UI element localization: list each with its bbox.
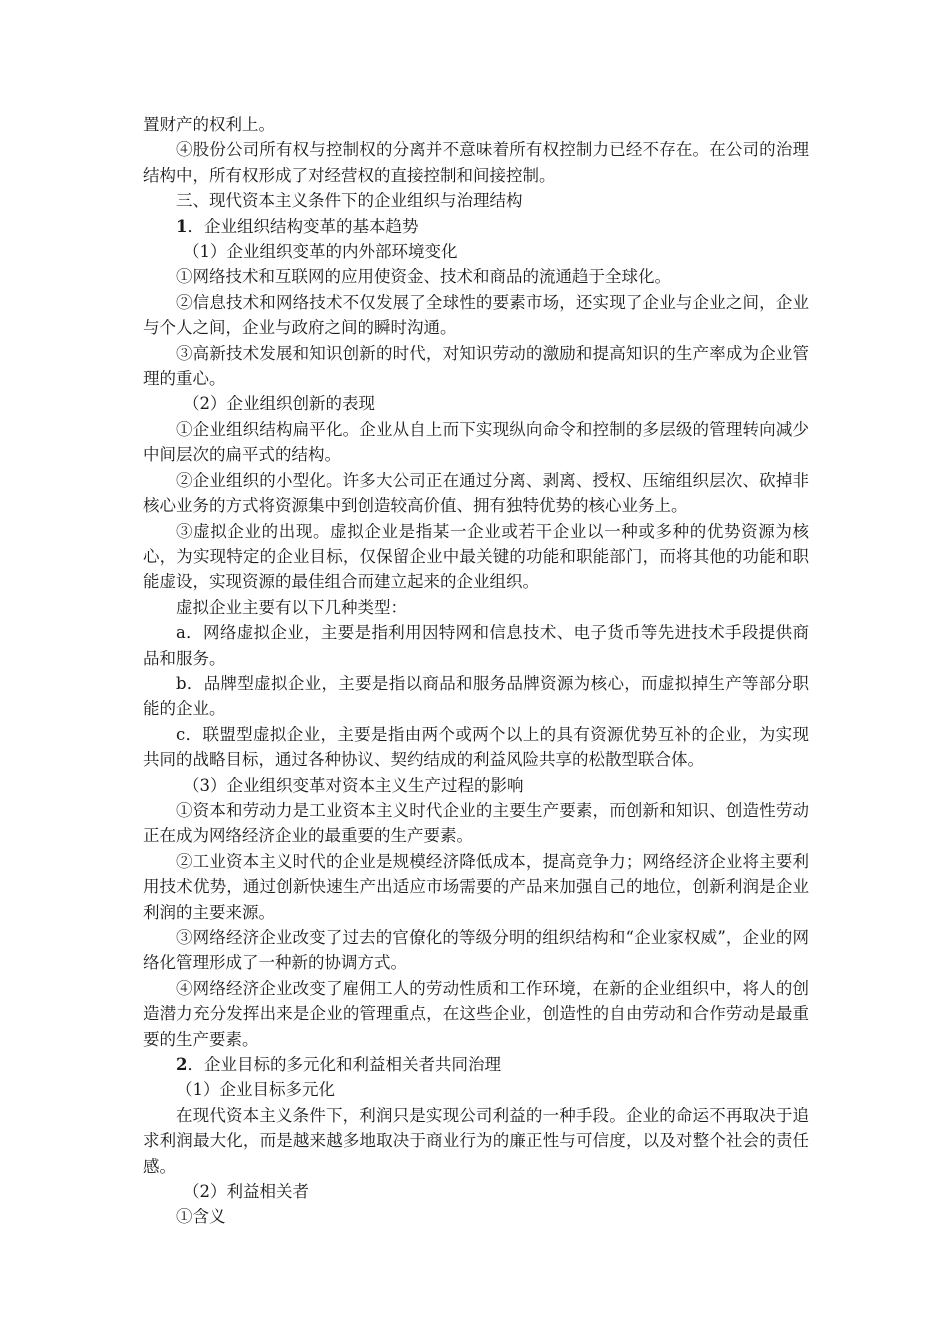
paragraph: ①含义 [176,1207,226,1227]
paragraph: ②工业资本主义时代的企业是规模经济降低成本，提高竞争力；网络经济企业将主要利用技术优势，通过创新快速生产出适应市场需要的产品来加强自己的地位，创新利润是企业利润的主要来源。 [143,851,809,922]
sub-heading: （1）企业组织变革的内外部环境变化 [183,242,458,262]
paragraph: ③虚拟企业的出现。虚拟企业是指某一企业或若干企业以一种或多种的优势资源为核心，为实现特定的企业目标，仅保留企业中最关键的功能和职能部门，而将其他的功能和职能虚设，实现资源的最佳组合而建立起来的企业组织。 [143,521,809,592]
paragraph: ①资本和劳动力是工业资本主义时代企业的主要生产要素，而创新和知识、创造性劳动正在成为网络经济企业的最重要的生产要素。 [143,800,809,846]
sub-heading: （3）企业组织变革对资本主义生产过程的影响 [183,775,524,795]
paragraph: 在现代资本主义条件下，利润只是实现公司利益的一种手段。企业的命运不再取决于追求利润最大化，而是越来越多地取决于商业行为的廉正性与可信度，以及对整个社会的责任感。 [143,1105,809,1176]
document-body [143,112,809,1230]
section-heading: 三、现代资本主义条件下的企业组织与治理结构 [176,191,523,211]
list-item: a．网络虚拟企业，主要是指利用因特网和信息技术、电子货币等先进技术手段提供商品和服务。 [143,623,809,668]
paragraph: ④网络经济企业改变了雇佣工人的劳动性质和工作环境，在新的企业组织中，将人的创造潜力充分发挥出来是企业的管理重点，在这些企业，创造性的自由劳动和合作劳动是最重要的生产要素。 [143,978,809,1049]
heading-number: 1 [176,216,188,236]
paragraph: ③网络经济企业改变了过去的官僚化的等级分明的组织结构和“企业家权威”，企业的网络化管理形成了一种新的协调方式。 [143,928,809,973]
subsection-heading [143,1052,809,1077]
sub-heading: （2）企业组织创新的表现 [183,394,375,414]
heading-text: ．企业组织结构变革的基本趋势 [187,216,419,236]
paragraph: ④股份公司所有权与控制权的分离并不意味着所有权控制力已经不存在。在公司的治理结构中，所有权形成了对经营权的直接控制和间接控制。 [143,140,809,185]
sub-heading: （2）利益相关者 [183,1182,309,1202]
paragraph: ③高新技术发展和知识创新的时代，对知识劳动的激励和提高知识的生产率成为企业管理的重心。 [143,343,809,389]
paragraph: ①企业组织结构扁平化。企业从自上而下实现纵向命令和控制的多层级的管理转向减少中间层次的扁平式的结构。 [143,419,809,465]
paragraph: 虚拟企业主要有以下几种类型： [176,597,407,617]
paragraph: ①网络技术和互联网的应用使资金、技术和商品的流通趋于全球化。 [176,267,671,287]
list-item: c．联盟型虚拟企业，主要是指由两个或两个以上的具有资源优势互补的企业，为实现共同的战略目标，通过各种协议、契约结成的利益风险共享的松散型联合体。 [143,724,809,770]
subsection-heading [143,214,809,239]
paragraph: ②企业组织的小型化。许多大公司正在通过分离、剥离、授权、压缩组织层次、砍掉非核心业务的方式将资源集中到创造较高价值、拥有独特优势的核心业务上。 [143,470,809,516]
heading-text: ．企业目标的多元化和利益相关者共同治理 [187,1055,501,1075]
paragraph: ②信息技术和网络技术不仅发展了全球性的要素市场，还实现了企业与企业之间，企业与个人之间，企业与政府之间的瞬时沟通。 [143,292,809,338]
heading-number: 2 [176,1055,188,1075]
sub-heading: （1）企业目标多元化 [176,1080,335,1100]
list-item: b．品牌型虚拟企业，主要是指以商品和服务品牌资源为核心，而虚拟掉生产等部分职能的企业。 [143,673,809,719]
paragraph: 置财产的权利上。 [143,115,275,134]
